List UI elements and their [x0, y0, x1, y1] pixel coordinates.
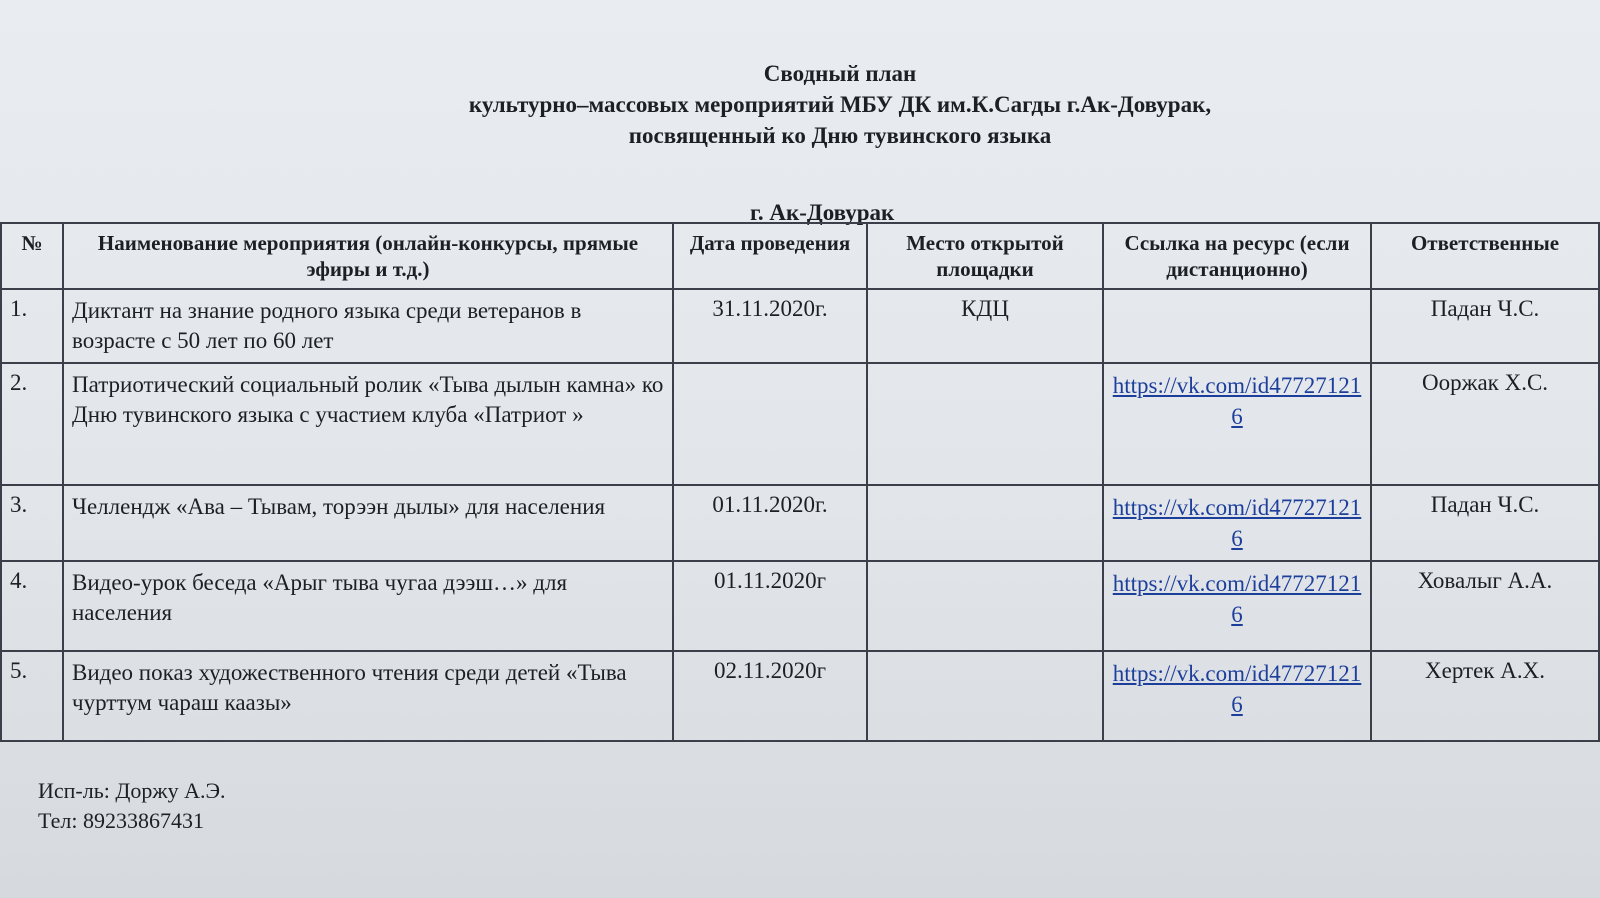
column-header-date: Дата проведения: [673, 223, 867, 289]
table-header-row: [1, 223, 1599, 289]
footer: [38, 776, 226, 836]
event-responsible: Падан Ч.С.: [1371, 289, 1599, 363]
city-label: г. Ак-Довурак: [750, 200, 895, 225]
event-date: 01.11.2020г: [673, 561, 867, 651]
event-place: [867, 363, 1103, 485]
table-row: [1, 651, 1599, 741]
event-place: КДЦ: [867, 289, 1103, 363]
event-date: [673, 363, 867, 485]
row-number: 3.: [1, 485, 63, 561]
column-header-responsible: Ответственные: [1371, 223, 1599, 289]
event-date: 31.11.2020г.: [673, 289, 867, 363]
events-table: [0, 222, 1600, 742]
event-name: Патриотический социальный ролик «Тыва дылын камна» ко Дню тувинского языка с участием клуба «Патриот »: [63, 363, 673, 485]
row-number: 4.: [1, 561, 63, 651]
row-number: 5.: [1, 651, 63, 741]
row-number: 1.: [1, 289, 63, 363]
column-header-link: Ссылка на ресурс (если дистанционно): [1103, 223, 1371, 289]
document-title: [0, 58, 1600, 151]
event-name: Видео-урок беседа «Арыг тыва чугаа дээш…» для населения: [63, 561, 673, 651]
event-responsible: Ооржак Х.С.: [1371, 363, 1599, 485]
event-link-cell: [1103, 289, 1371, 363]
phone-line: Тел: 89233867431: [38, 808, 204, 833]
event-link-cell: [1103, 651, 1371, 741]
event-place: [867, 561, 1103, 651]
event-date: 01.11.2020г.: [673, 485, 867, 561]
title-line-1: Сводный план: [763, 61, 917, 86]
table-row: [1, 363, 1599, 485]
resource-link[interactable]: https://vk.com/id477271216: [1112, 495, 1362, 551]
title-line-2: культурно–массовых мероприятий МБУ ДК им.К.Сагды г.Ак-Довурак,: [468, 92, 1212, 117]
executor-line: Исп-ль: Доржу А.Э.: [38, 778, 226, 803]
table-row: [1, 561, 1599, 651]
table-row: [1, 289, 1599, 363]
event-name: Челлендж «Ава – Тывам, торээн дылы» для населения: [63, 485, 673, 561]
resource-link[interactable]: https://vk.com/id477271216: [1112, 373, 1362, 429]
event-link-cell: [1103, 561, 1371, 651]
column-header-place: Место открытой площадки: [867, 223, 1103, 289]
event-responsible: Хертек А.Х.: [1371, 651, 1599, 741]
resource-link[interactable]: https://vk.com/id477271216: [1112, 571, 1362, 627]
event-place: [867, 485, 1103, 561]
row-number: 2.: [1, 363, 63, 485]
title-line-3: посвященный ко Дню тувинского языка: [628, 123, 1052, 148]
column-header-name: Наименование мероприятия (онлайн-конкурсы, прямые эфиры и т.д.): [63, 223, 673, 289]
event-name: Диктант на знание родного языка среди ветеранов в возрасте с 50 лет по 60 лет: [63, 289, 673, 363]
event-link-cell: [1103, 485, 1371, 561]
event-responsible: Ховалыг А.А.: [1371, 561, 1599, 651]
column-header-number: №: [1, 223, 63, 289]
event-responsible: Падан Ч.С.: [1371, 485, 1599, 561]
event-date: 02.11.2020г: [673, 651, 867, 741]
event-name: Видео показ художественного чтения среди детей «Тыва чурттум чараш каазы»: [63, 651, 673, 741]
resource-link[interactable]: https://vk.com/id477271216: [1112, 661, 1362, 717]
table-row: [1, 485, 1599, 561]
event-place: [867, 651, 1103, 741]
event-link-cell: [1103, 363, 1371, 485]
